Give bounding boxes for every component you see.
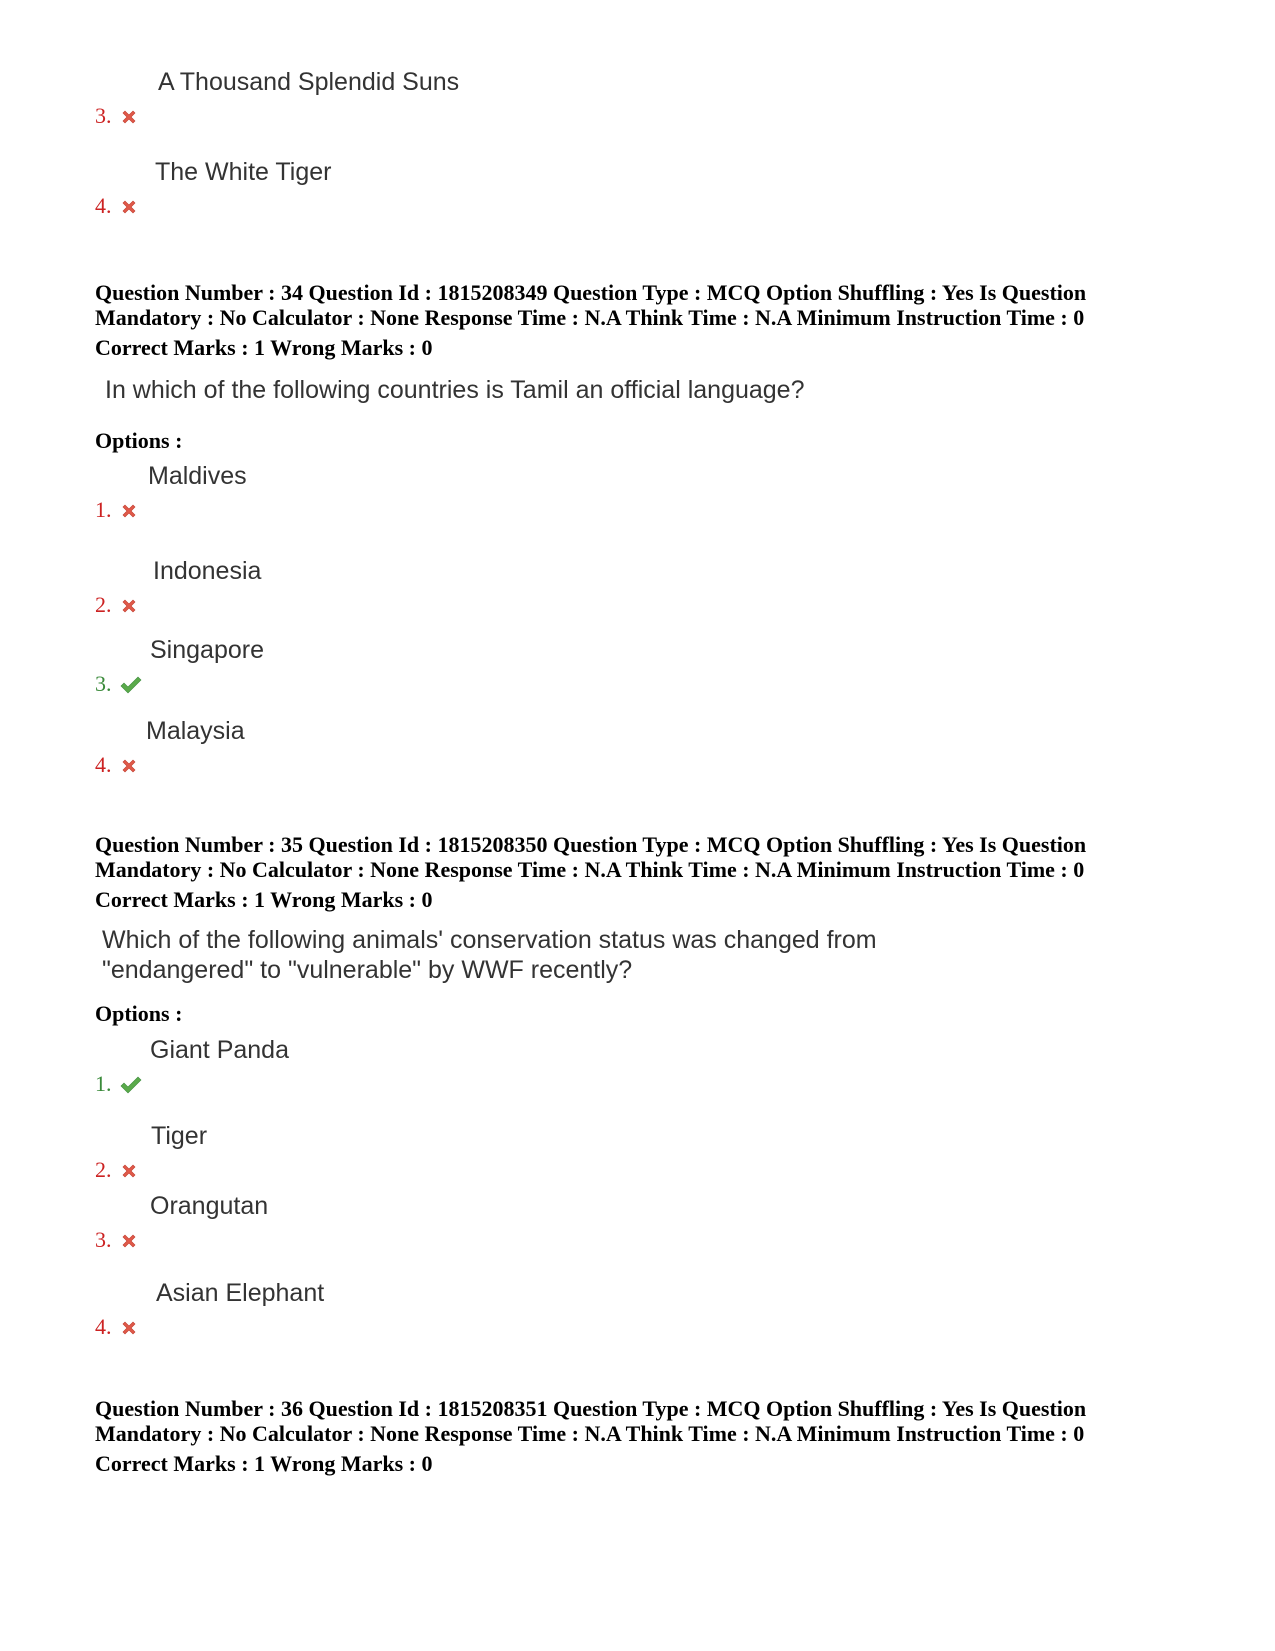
option-text: Maldives — [148, 462, 247, 490]
q35-option-2 — [95, 1122, 795, 1182]
option-number: 3. — [95, 671, 112, 696]
q35-question-line-1: Which of the following animals' conservation status was changed from — [102, 926, 877, 954]
cross-icon — [120, 1319, 138, 1337]
cross-icon — [120, 1162, 138, 1180]
option-text: Giant Panda — [150, 1036, 289, 1064]
option-text: Singapore — [150, 636, 264, 664]
q35-marks: Correct Marks : 1 Wrong Marks : 0 — [95, 887, 433, 912]
q35-option-4 — [95, 1279, 795, 1339]
q34-question-text: In which of the following countries is Tamil an official language? — [105, 376, 805, 404]
q34-options-label: Options : — [95, 428, 183, 453]
q33-option-4 — [95, 158, 795, 218]
q35-option-3 — [95, 1192, 795, 1252]
check-icon — [120, 676, 142, 694]
option-text: The White Tiger — [155, 158, 332, 186]
option-number: 1. — [95, 1071, 112, 1096]
cross-icon — [120, 198, 138, 216]
q34-option-4 — [95, 717, 795, 777]
q34-meta-line-2: Mandatory : No Calculator : None Response Time : N.A Think Time : N.A Minimum Instruction Time : 0 — [95, 305, 1085, 330]
q35-question-text — [102, 925, 1002, 985]
q34-marks: Correct Marks : 1 Wrong Marks : 0 — [95, 335, 433, 360]
q33-option-3 — [95, 68, 795, 128]
q36-meta-line-1: Question Number : 36 Question Id : 1815208351 Question Type : MCQ Option Shuffling : Yes Is Question — [95, 1396, 1087, 1421]
check-icon — [120, 1076, 142, 1094]
option-text: Asian Elephant — [156, 1279, 325, 1307]
option-number: 4. — [95, 1314, 112, 1339]
option-text: Malaysia — [146, 717, 245, 745]
option-text: Indonesia — [153, 557, 262, 585]
q34-metadata — [95, 280, 1195, 360]
cross-icon — [120, 502, 138, 520]
cross-icon — [120, 108, 138, 126]
option-number: 3. — [95, 1227, 112, 1252]
q34-option-2 — [95, 557, 795, 617]
option-text: Tiger — [151, 1122, 208, 1150]
option-number: 1. — [95, 497, 112, 522]
option-number: 3. — [95, 103, 112, 128]
option-number: 4. — [95, 193, 112, 218]
q35-metadata — [95, 832, 1195, 912]
cross-icon — [120, 1232, 138, 1250]
q34-meta-line-1: Question Number : 34 Question Id : 1815208349 Question Type : MCQ Option Shuffling : Yes Is Question — [95, 280, 1087, 305]
q35-option-1 — [95, 1036, 795, 1096]
q36-meta-line-2: Mandatory : No Calculator : None Response Time : N.A Think Time : N.A Minimum Instruction Time : 0 — [95, 1421, 1085, 1446]
option-text: A Thousand Splendid Suns — [158, 68, 460, 96]
option-number: 4. — [95, 752, 112, 777]
option-number: 2. — [95, 592, 112, 617]
q35-meta-line-1: Question Number : 35 Question Id : 1815208350 Question Type : MCQ Option Shuffling : Yes Is Question — [95, 832, 1087, 857]
option-text: Orangutan — [150, 1192, 269, 1220]
q34-option-1 — [95, 462, 795, 522]
q35-options-label: Options : — [95, 1001, 183, 1026]
q36-metadata — [95, 1396, 1195, 1476]
q34-option-3 — [95, 636, 795, 696]
q35-meta-line-2: Mandatory : No Calculator : None Response Time : N.A Think Time : N.A Minimum Instruction Time : 0 — [95, 857, 1085, 882]
option-number: 2. — [95, 1157, 112, 1182]
cross-icon — [120, 597, 138, 615]
cross-icon — [120, 757, 138, 775]
q36-marks: Correct Marks : 1 Wrong Marks : 0 — [95, 1451, 433, 1476]
q35-question-line-2: "endangered" to "vulnerable" by WWF recently? — [102, 956, 633, 984]
